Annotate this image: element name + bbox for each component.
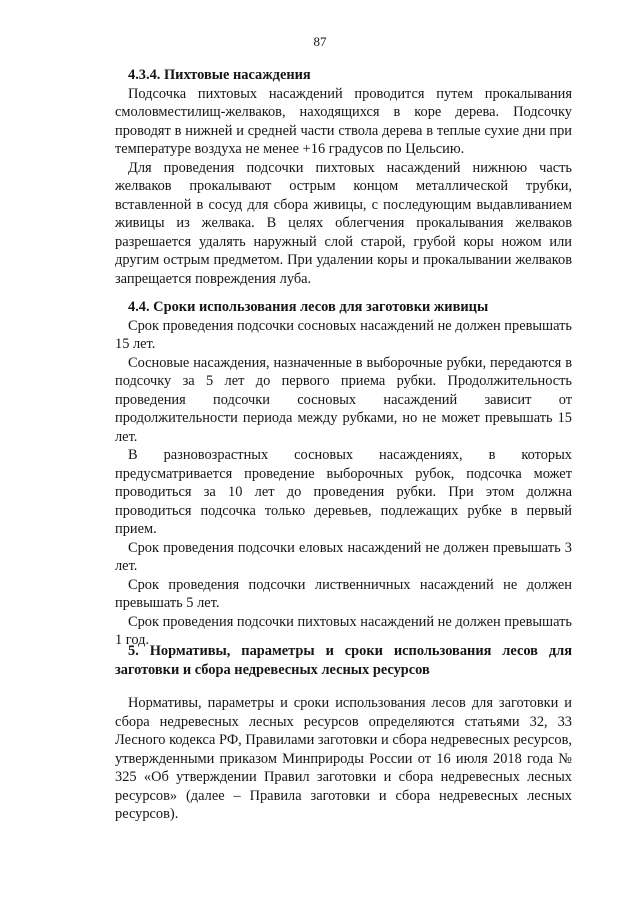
section-title: 4.4. Сроки использования лесов для заготовки живицы xyxy=(128,299,489,315)
page-number: 87 xyxy=(313,34,327,49)
paragraph: В разновозрастных сосновых насаждениях, в которых предусматривается проведение выборочных рубок, подсочка может проводиться за 10 лет до проведения рубки. При этом должна проводиться подсочка только деревьев, подлежащих рубке в первый прием. xyxy=(115,447,572,537)
section-5 xyxy=(115,642,572,680)
paragraph: Нормативы, параметры и сроки использования лесов для заготовки и сбора недревесных лесных ресурсов определяются статьями 32, 33 Лесного кодекса РФ, Правилами заготовки и сбора недревесных ресурсов, утвержденными приказом Минприроды России от 16 июля 2018 года № 325 «Об утверждении Правил заготовки и сбора недревесных лесных ресурсов» (далее – Правила заготовки и сбора недревесных лесных ресурсов). xyxy=(115,695,572,822)
paragraph: Срок проведения подсочки пихтовых насаждений не должен превышать 1 год. xyxy=(115,613,572,648)
paragraph: Срок проведения подсочки лиственничных насаждений не должен превышать 5 лет. xyxy=(115,576,572,611)
section-4-3-4 xyxy=(115,66,572,288)
section-5-body xyxy=(115,694,572,824)
paragraph: Для проведения подсочки пихтовых насаждений нижнюю часть желваков прокалывают острым концом металлической трубки, вставленной в сосуд для сбора живицы, с последующим выдавливанием живицы из желвака. В целях облегчения прокалывания желваков разрешается удалять наружный слой старой, грубой коры ножом или другим острым предметом. При удалении коры и прокалывании желваков запрещается повреждения луба. xyxy=(115,159,572,287)
paragraph: Сосновые насаждения, назначенные в выборочные рубки, передаются в подсочку за 5 лет до первого приема рубки. Продолжительность проведения подсочки сосновых насаждений зависит от продолжительности периода между рубками, но не может превышать 15 лет. xyxy=(115,354,572,445)
paragraph: Подсочка пихтовых насаждений проводится путем прокалывания смоловместилищ-желваков, находящихся в коре дерева. Подсочку проводят в нижней и средней части ствола дерева в теплые сухие дни при температуре воздуха не менее +16 градусов по Цельсию. xyxy=(115,85,572,157)
paragraph: Срок проведения подсочки сосновых насаждений не должен превышать 15 лет. xyxy=(115,317,572,352)
section-title: 5. Нормативы, параметры и сроки использования лесов для заготовки и сбора недревесных лесных ресурсов xyxy=(115,643,572,678)
paragraph: Срок проведения подсочки еловых насаждений не должен превышать 3 лет. xyxy=(115,539,572,574)
section-title: 4.3.4. Пихтовые насаждения xyxy=(128,67,311,83)
section-4-4 xyxy=(115,298,572,650)
